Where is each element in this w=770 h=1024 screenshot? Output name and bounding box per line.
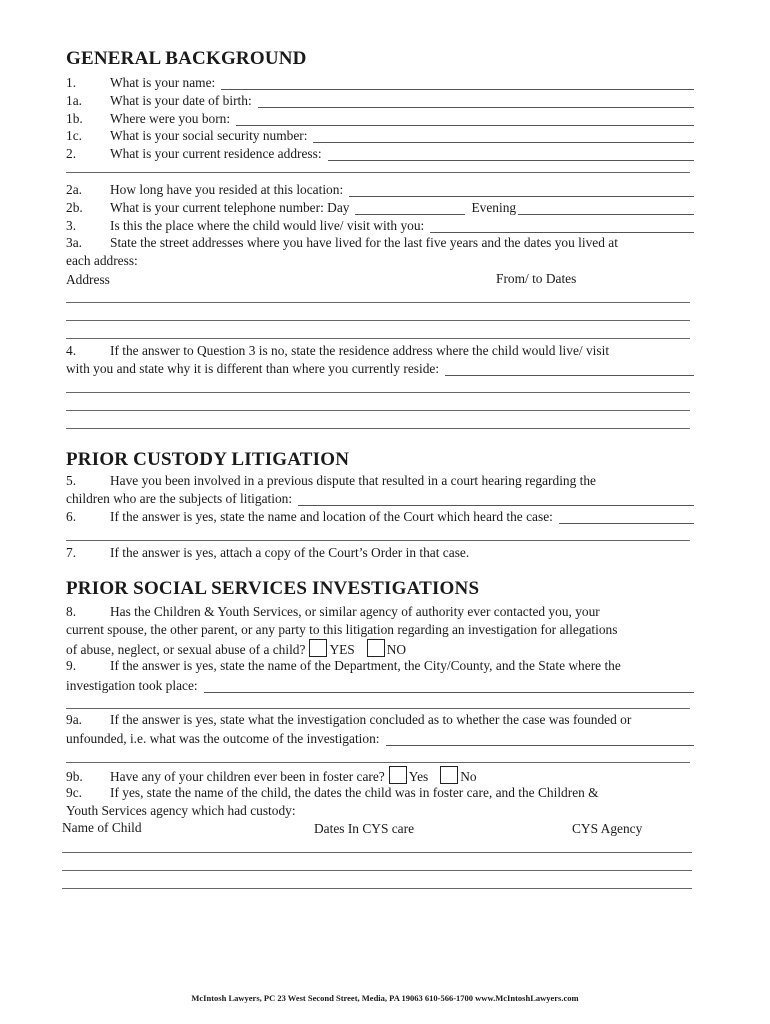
question-5: 5. Have you been involved in a previous dispute that resulted in a court hearing regarding the xyxy=(66,473,597,488)
question-9c-cont: Youth Services agency which had custody: xyxy=(66,803,296,818)
address-answer-line-1[interactable] xyxy=(66,302,690,303)
answer-line-prior-dispute[interactable] xyxy=(298,504,694,506)
court-answer-line-2[interactable] xyxy=(66,540,690,541)
cys-agency-column-label: CYS Agency xyxy=(572,821,643,836)
answer-line-birthplace[interactable] xyxy=(236,124,694,126)
question-2b: 2b. What is your current telephone number: Day Evening xyxy=(66,199,694,217)
question-9b: 9b. Have any of your children ever been in foster care? Yes No xyxy=(66,766,477,784)
question-7: 7. If the answer is yes, attach a copy of the Court’s Order in that case. xyxy=(66,545,470,560)
question-4: 4. If the answer to Question 3 is no, state the residence address where the child would live/ visit xyxy=(66,343,610,358)
answer-line-outcome[interactable] xyxy=(386,744,695,746)
question-8-cont: current spouse, the other parent, or any party to this litigation regarding an investigation for allegations xyxy=(66,622,618,637)
footer-contact: McIntosh Lawyers, PC 23 West Second Street, Media, PA 19063 610-566-1700 www.McIntoshLawyers.com xyxy=(191,993,579,1003)
section-heading-social: PRIOR SOCIAL SERVICES INVESTIGATIONS xyxy=(66,578,480,599)
answer-line-duration[interactable] xyxy=(349,195,694,197)
address-column-label: Address xyxy=(66,272,110,287)
address-answer-line-3[interactable] xyxy=(66,338,690,339)
reason-answer-line-1[interactable] xyxy=(66,392,690,393)
question-1c: 1c. What is your social security number: xyxy=(66,127,694,145)
no-checkbox-foster[interactable] xyxy=(440,766,458,784)
foster-answer-line-1[interactable] xyxy=(62,852,692,853)
address-answer-line-2[interactable] xyxy=(66,320,690,321)
question-9a-cont: unfounded, i.e. what was the outcome of the investigation: xyxy=(66,730,694,748)
question-4-cont: with you and state why it is different than where you currently reside: xyxy=(66,360,694,378)
answer-line-department[interactable] xyxy=(204,691,694,693)
dates-column-label: From/ to Dates xyxy=(496,271,577,286)
answer-line-child-live[interactable] xyxy=(430,231,694,233)
question-8-cont2: of abuse, neglect, or sexual abuse of a child? YES NO xyxy=(66,639,406,657)
section-heading-general: GENERAL BACKGROUND xyxy=(66,48,307,69)
answer-line-name[interactable] xyxy=(221,88,694,90)
child-name-column-label: Name of Child xyxy=(62,820,142,835)
yes-checkbox-q8[interactable] xyxy=(309,639,327,657)
reason-answer-line-2[interactable] xyxy=(66,410,690,411)
question-9: 9. If the answer is yes, state the name of the Department, the City/County, and the State where the xyxy=(66,658,621,673)
question-8: 8. Has the Children & Youth Services, or similar agency of authority ever contacted you, your xyxy=(66,604,600,619)
question-6: 6. If the answer is yes, state the name and location of the Court which heard the case: xyxy=(66,508,694,526)
question-1b: 1b. Where were you born: xyxy=(66,110,694,128)
answer-line-day-phone[interactable] xyxy=(355,213,465,215)
reason-answer-line-3[interactable] xyxy=(66,428,690,429)
question-5-cont: children who are the subjects of litigation: xyxy=(66,490,694,508)
answer-line-evening-phone[interactable] xyxy=(518,213,694,215)
department-answer-line-2[interactable] xyxy=(66,708,690,709)
question-9a: 9a. If the answer is yes, state what the investigation concluded as to whether the case was founded or xyxy=(66,712,632,727)
question-2a: 2a. How long have you resided at this location: xyxy=(66,181,694,199)
question-1: 1. What is your name: xyxy=(66,74,694,92)
answer-line-court[interactable] xyxy=(559,522,694,524)
answer-line-ssn[interactable] xyxy=(313,141,694,143)
cys-dates-column-label: Dates In CYS care xyxy=(314,821,415,836)
outcome-answer-line-2[interactable] xyxy=(66,762,690,763)
question-2: 2. What is your current residence address: xyxy=(66,145,694,163)
foster-answer-line-2[interactable] xyxy=(62,870,692,871)
section-heading-custody: PRIOR CUSTODY LITIGATION xyxy=(66,449,350,470)
answer-line-address-2[interactable] xyxy=(66,172,690,173)
answer-line-address[interactable] xyxy=(328,159,694,161)
question-1a: 1a. What is your date of birth: xyxy=(66,92,694,110)
question-3: 3. Is this the place where the child would live/ visit with you: xyxy=(66,217,694,235)
question-9c: 9c. If yes, state the name of the child, the dates the child was in foster care, and the Children & xyxy=(66,785,599,800)
yes-checkbox-foster[interactable] xyxy=(389,766,407,784)
answer-line-dob[interactable] xyxy=(258,106,694,108)
question-3a-cont: each address: xyxy=(66,253,138,268)
no-checkbox-q8[interactable] xyxy=(367,639,385,657)
question-3a: 3a. State the street addresses where you have lived for the last five years and the dates you lived at xyxy=(66,235,618,250)
foster-answer-line-3[interactable] xyxy=(62,888,692,889)
question-9-cont: investigation took place: xyxy=(66,677,694,695)
answer-line-reason[interactable] xyxy=(445,374,694,376)
